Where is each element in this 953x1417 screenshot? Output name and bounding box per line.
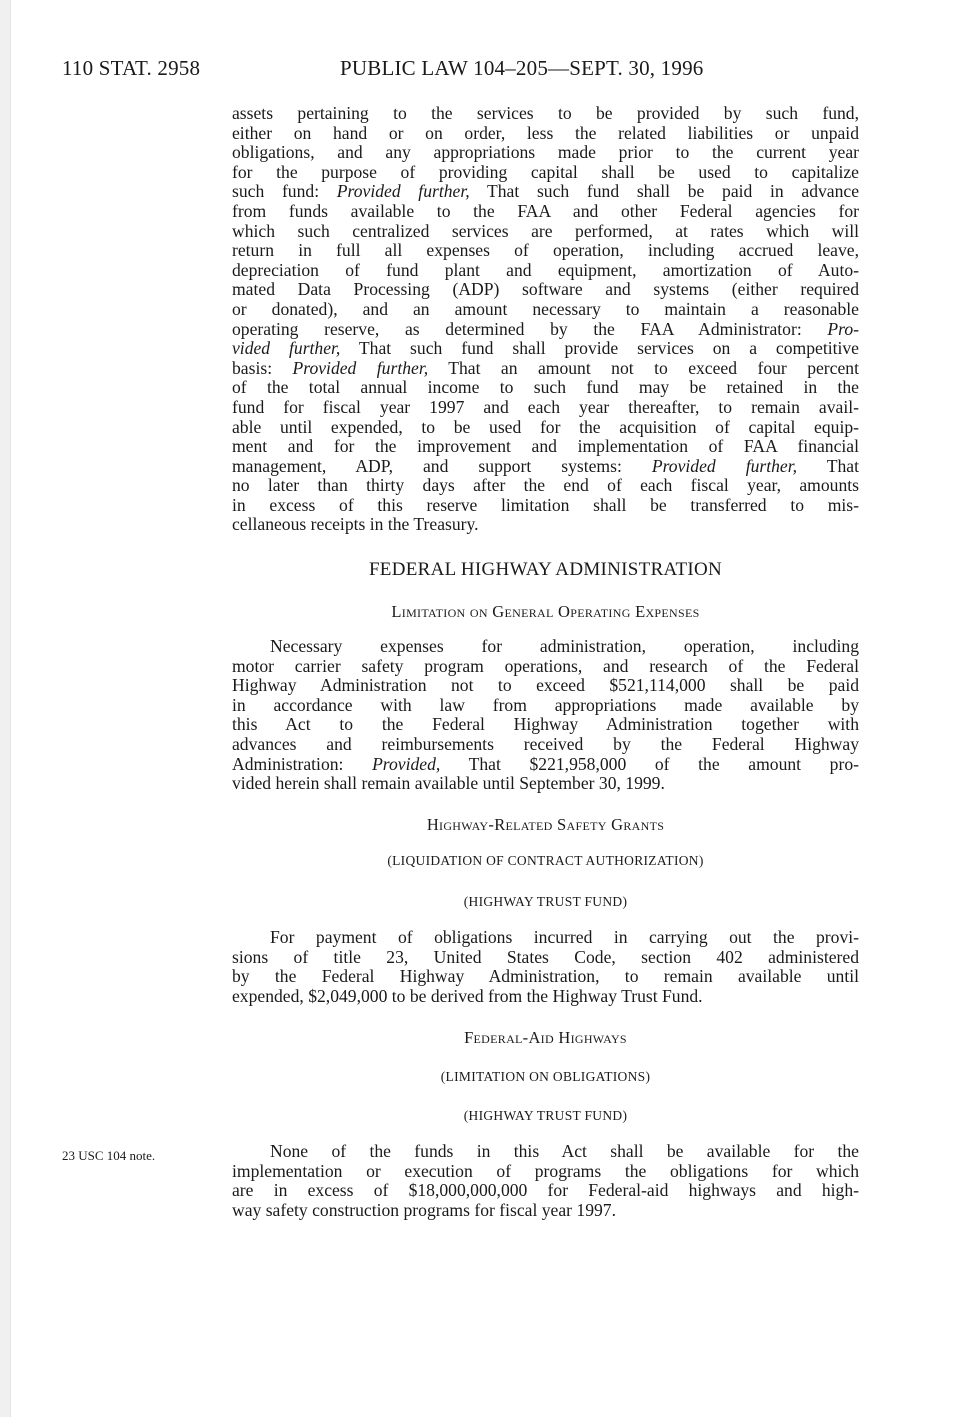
text-line: return in full all expenses of operation, including accrued leave, [232,240,859,261]
text-line: obligations, and any appropriations made prior to the current year [232,142,859,163]
text-line: are in excess of $18,000,000,000 for Federal-aid highways and high- [232,1180,859,1201]
text-line: cellaneous receipts in the Treasury. [232,514,479,535]
text-line: from funds available to the FAA and other Federal agencies for [232,200,859,221]
text-line: management, ADP, and support systems: Provided further, That [232,455,859,476]
paragraph [232,928,859,1006]
text-line: implementation or execution of programs the obligations for which [232,1160,859,1181]
paren-heading-trust-fund: (HIGHWAY TRUST FUND) [463,894,628,909]
text-line: mated Data Processing (ADP) software and systems (either required [232,279,859,300]
text-line: operating reserve, as determined by the FAA Administrator: Pro- [232,318,859,339]
text-line: in excess of this reserve limitation shall be transferred to mis- [232,494,859,515]
paragraph-fund-provisions [232,104,859,535]
text-line: None of the funds in this Act shall be available for the [270,1141,859,1161]
text-line: sions of title 23, United States Code, section 402 administered [232,946,859,967]
subheading-federal-aid-highways: Federal-Aid Highways [464,1028,627,1047]
text-line: expended, $2,049,000 to be derived from the Highway Trust Fund. [232,985,703,1006]
agency-heading: FEDERAL HIGHWAY ADMINISTRATION [368,559,723,580]
text-line: ment and for the improvement and implementation of FAA financial [232,436,859,457]
text-line: Administration: Provided, That $221,958,000 of the amount pro- [232,753,859,774]
text-line: of the total annual income to such fund may be retained in the [232,377,859,398]
text-line: basis: Provided further, That an amount not to exceed four percent [232,357,859,378]
paren-heading-trust-fund-2: (HIGHWAY TRUST FUND) [463,1108,628,1123]
text-line: this Act to the Federal Highway Administration together with [232,714,859,735]
paragraph [232,104,859,535]
text-line: advances and reimbursements received by the Federal Highway [232,733,859,754]
text-line: Highway Administration not to exceed $521,114,000 shall be paid [232,675,859,696]
text-line: in accordance with law from appropriations made available by [232,694,859,715]
text-line: able until expended, to be used for the acquisition of capital equip- [232,416,859,437]
paragraph [232,637,859,794]
text-line: vided herein shall remain available until September 30, 1999. [232,773,665,794]
stat-page-number: 110 STAT. 2958 [62,56,201,80]
text-line: no later than thirty days after the end of each fiscal year, amounts [232,475,859,496]
text-line: motor carrier safety program operations, and research of the Federal [232,655,859,676]
paragraph [232,1142,859,1220]
text-line: vided further, That such fund shall provide services on a competitive [232,338,859,359]
text-line: depreciation of fund plant and equipment, amortization of Auto- [232,259,859,280]
paren-heading-liquidation: (LIQUIDATION OF CONTRACT AUTHORIZATION) [387,853,704,868]
text-line: For payment of obligations incurred in carrying out the provi- [270,927,859,947]
paragraph-safety-grants [232,928,859,1006]
text-line: such fund: Provided further, That such fund shall be paid in advance [232,181,860,202]
paragraph-general-operating-expenses [232,637,859,794]
text-line: either on hand or on order, less the related liabilities or unpaid [232,122,859,143]
text-line: way safety construction programs for fiscal year 1997. [232,1199,617,1220]
subheading-general-operating-expenses: Limitation on General Operating Expenses [391,602,700,621]
paragraph-federal-aid-limitation [232,1142,859,1220]
text-line: for the purpose of providing capital shall be used to capitalize [232,161,859,182]
text-line: Necessary expenses for administration, operation, including [270,636,859,656]
subheading-safety-grants: Highway-Related Safety Grants [426,815,665,834]
text-line: fund for fiscal year 1997 and each year thereafter, to remain avail- [232,396,859,417]
law-title: PUBLIC LAW 104–205—SEPT. 30, 1996 [340,56,704,80]
margin-note: 23 USC 104 note. [62,1148,156,1163]
text-line: or donated), and an amount necessary to maintain a reasonable [232,298,859,319]
text-line: assets pertaining to the services to be provided by such fund, [232,103,859,123]
paren-heading-limitation-obligations: (LIMITATION ON OBLIGATIONS) [440,1069,651,1084]
page-edge [0,0,11,1417]
text-line: by the Federal Highway Administration, to remain available until [232,966,859,987]
text-line: which such centralized services are performed, at rates which will [232,220,859,241]
